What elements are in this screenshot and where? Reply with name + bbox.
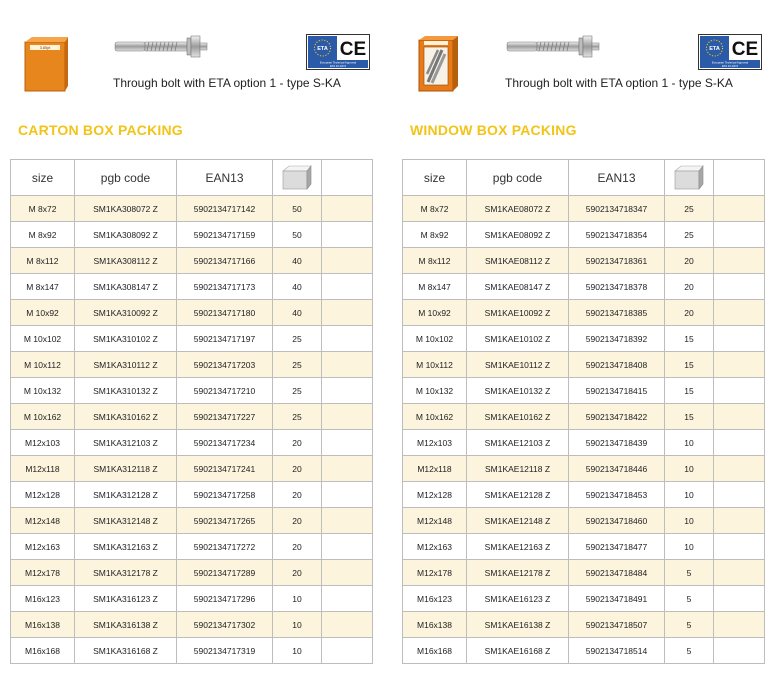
size-cell: M 10x112 [403, 352, 467, 378]
size-cell: M16x138 [403, 612, 467, 638]
empty-cell [322, 638, 373, 664]
code-cell: SM1KAE16138 Z [467, 612, 569, 638]
ean-cell: 5902134717302 [177, 612, 273, 638]
code-cell: SM1KAE12178 Z [467, 560, 569, 586]
ean-cell: 5902134717159 [177, 222, 273, 248]
code-cell: SM1KAE12118 Z [467, 456, 569, 482]
carton-box-icon [24, 36, 68, 92]
code-cell: SM1KA316138 Z [75, 612, 177, 638]
size-cell: M12x118 [11, 456, 75, 482]
size-cell: M 10x112 [11, 352, 75, 378]
quantity-cell: 20 [273, 560, 322, 586]
ean-cell: 5902134717296 [177, 586, 273, 612]
quantity-cell: 20 [273, 508, 322, 534]
quantity-cell: 25 [665, 196, 714, 222]
code-cell: SM1KAE10132 Z [467, 378, 569, 404]
box-label-text: 3.85pt [39, 46, 51, 50]
empty-cell [322, 586, 373, 612]
ean-cell: 5902134717265 [177, 508, 273, 534]
table-row [403, 222, 765, 248]
section-title: CARTON BOX PACKING [18, 122, 183, 138]
empty-cell [714, 196, 765, 222]
ean-cell: 5902134718453 [569, 482, 665, 508]
ean-cell: 5902134718477 [569, 534, 665, 560]
code-cell: SM1KAE08092 Z [467, 222, 569, 248]
ean-cell: 5902134718361 [569, 248, 665, 274]
code-cell: SM1KA310092 Z [75, 300, 177, 326]
table-row [11, 196, 373, 222]
table-row [403, 352, 765, 378]
carton-packing-table [10, 159, 373, 664]
size-cell: M 8x147 [403, 274, 467, 300]
quantity-cell: 15 [665, 352, 714, 378]
size-cell: M12x163 [11, 534, 75, 560]
size-cell: M12x178 [403, 560, 467, 586]
ean-header: EAN13 [177, 160, 273, 196]
table-row [11, 430, 373, 456]
empty-cell [322, 352, 373, 378]
size-header: size [11, 160, 75, 196]
ean-cell: 5902134718460 [569, 508, 665, 534]
quantity-cell: 40 [273, 300, 322, 326]
size-cell: M 10x92 [403, 300, 467, 326]
ean-cell: 5902134718422 [569, 404, 665, 430]
empty-cell [322, 560, 373, 586]
code-cell: SM1KAE12163 Z [467, 534, 569, 560]
code-cell: SM1KA310132 Z [75, 378, 177, 404]
quantity-cell: 15 [665, 404, 714, 430]
empty-cell [322, 430, 373, 456]
quantity-cell: 50 [273, 196, 322, 222]
empty-cell [322, 404, 373, 430]
ean-cell: 5902134717210 [177, 378, 273, 404]
eta-ce-badge [698, 34, 762, 70]
empty-cell [714, 586, 765, 612]
carton-box-panel [10, 0, 382, 679]
table-row [403, 482, 765, 508]
empty-cell [322, 482, 373, 508]
size-cell: M16x168 [11, 638, 75, 664]
table-row [403, 326, 765, 352]
quantity-cell: 20 [665, 248, 714, 274]
table-row [11, 248, 373, 274]
ean-cell: 5902134718415 [569, 378, 665, 404]
ean-cell: 5902134718347 [569, 196, 665, 222]
empty-cell [714, 378, 765, 404]
table-row [11, 534, 373, 560]
empty-cell [322, 222, 373, 248]
size-header: size [403, 160, 467, 196]
table-row [11, 222, 373, 248]
section-title: WINDOW BOX PACKING [410, 122, 577, 138]
table-row [11, 300, 373, 326]
ean-cell: 5902134717227 [177, 404, 273, 430]
code-cell: SM1KA310102 Z [75, 326, 177, 352]
quantity-cell: 25 [665, 222, 714, 248]
ean-cell: 5902134717173 [177, 274, 273, 300]
code-cell: SM1KAE10102 Z [467, 326, 569, 352]
size-cell: M 10x102 [11, 326, 75, 352]
box-quantity-icon [281, 165, 313, 191]
empty-cell [714, 612, 765, 638]
table-row [11, 378, 373, 404]
code-cell: SM1KA308112 Z [75, 248, 177, 274]
quantity-cell: 20 [273, 534, 322, 560]
quantity-header [273, 160, 322, 196]
size-cell: M12x128 [11, 482, 75, 508]
ean-cell: 5902134717197 [177, 326, 273, 352]
table-row [403, 534, 765, 560]
table-row [11, 586, 373, 612]
eta-text: ETA [709, 46, 720, 52]
ean-cell: 5902134718408 [569, 352, 665, 378]
quantity-cell: 20 [273, 430, 322, 456]
size-cell: M 10x162 [403, 404, 467, 430]
code-cell: SM1KA312148 Z [75, 508, 177, 534]
product-caption: Through bolt with ETA option 1 - type S-KA [505, 76, 733, 90]
size-cell: M12x163 [403, 534, 467, 560]
quantity-cell: 10 [665, 430, 714, 456]
ce-mark-text: CE [339, 39, 367, 60]
size-cell: M 10x132 [403, 378, 467, 404]
table-row [403, 378, 765, 404]
size-cell: M16x123 [403, 586, 467, 612]
size-cell: M12x118 [403, 456, 467, 482]
quantity-cell: 25 [273, 404, 322, 430]
empty-cell [714, 274, 765, 300]
window-box-icon [416, 36, 460, 92]
empty-cell [322, 378, 373, 404]
code-cell: SM1KAE08147 Z [467, 274, 569, 300]
code-cell: SM1KAE12128 Z [467, 482, 569, 508]
table-row [11, 482, 373, 508]
table-row [11, 612, 373, 638]
through-bolt-icon [505, 33, 601, 59]
quantity-cell: 25 [273, 378, 322, 404]
eta-ce-badge [306, 34, 370, 70]
ean-cell: 5902134718439 [569, 430, 665, 456]
size-cell: M 8x92 [11, 222, 75, 248]
empty-cell [714, 404, 765, 430]
code-cell: SM1KA312118 Z [75, 456, 177, 482]
size-cell: M 8x92 [403, 222, 467, 248]
size-cell: M 8x72 [403, 196, 467, 222]
size-cell: M 8x112 [11, 248, 75, 274]
ean-cell: 5902134717166 [177, 248, 273, 274]
quantity-cell: 25 [273, 326, 322, 352]
table-row [403, 560, 765, 586]
empty-cell [714, 560, 765, 586]
ean-header: EAN13 [569, 160, 665, 196]
empty-cell [714, 638, 765, 664]
ean-cell: 5902134718354 [569, 222, 665, 248]
eta-line1-text: European Technical Approval [319, 60, 357, 65]
empty-cell [714, 508, 765, 534]
table-row [11, 638, 373, 664]
empty-cell [714, 352, 765, 378]
empty-cell [714, 482, 765, 508]
size-cell: M16x168 [403, 638, 467, 664]
size-cell: M16x123 [11, 586, 75, 612]
code-cell: SM1KA310112 Z [75, 352, 177, 378]
eta-text: ETA [317, 46, 328, 52]
eta-line2-text: ETA 10-0472 [329, 64, 347, 68]
table-row [11, 404, 373, 430]
ean-cell: 5902134718392 [569, 326, 665, 352]
table-row [11, 508, 373, 534]
quantity-cell: 20 [665, 274, 714, 300]
table-row [403, 612, 765, 638]
ean-cell: 5902134717258 [177, 482, 273, 508]
empty-cell [714, 248, 765, 274]
empty-cell [322, 534, 373, 560]
code-cell: SM1KAE16168 Z [467, 638, 569, 664]
table-row [403, 404, 765, 430]
table-row [403, 508, 765, 534]
ean-cell: 5902134717241 [177, 456, 273, 482]
size-cell: M12x103 [11, 430, 75, 456]
table-row [403, 274, 765, 300]
code-cell: SM1KA312163 Z [75, 534, 177, 560]
table-row [403, 586, 765, 612]
table-row [403, 196, 765, 222]
size-cell: M 10x132 [11, 378, 75, 404]
code-cell: SM1KA308147 Z [75, 274, 177, 300]
table-row [11, 560, 373, 586]
eta-line2-text: ETA 10-0472 [721, 64, 739, 68]
through-bolt-icon [113, 33, 209, 59]
size-cell: M 8x72 [11, 196, 75, 222]
empty-cell [714, 222, 765, 248]
code-cell: SM1KA312178 Z [75, 560, 177, 586]
table-header-row [403, 160, 765, 196]
ean-cell: 5902134717272 [177, 534, 273, 560]
ean-cell: 5902134717142 [177, 196, 273, 222]
empty-cell [322, 456, 373, 482]
ce-mark-text: CE [731, 39, 759, 60]
quantity-cell: 15 [665, 326, 714, 352]
size-cell: M 10x92 [11, 300, 75, 326]
ean-cell: 5902134717180 [177, 300, 273, 326]
empty-cell [322, 508, 373, 534]
table-row [403, 430, 765, 456]
quantity-cell: 5 [665, 560, 714, 586]
ean-cell: 5902134717319 [177, 638, 273, 664]
code-header: pgb code [467, 160, 569, 196]
table-header-row [11, 160, 373, 196]
table-row [11, 326, 373, 352]
ean-cell: 5902134718484 [569, 560, 665, 586]
ean-cell: 5902134718491 [569, 586, 665, 612]
size-cell: M16x138 [11, 612, 75, 638]
table-row [11, 274, 373, 300]
size-cell: M12x128 [403, 482, 467, 508]
table-row [403, 248, 765, 274]
ean-cell: 5902134718507 [569, 612, 665, 638]
ean-cell: 5902134717234 [177, 430, 273, 456]
empty-header [322, 160, 373, 196]
quantity-cell: 15 [665, 378, 714, 404]
table-row [11, 352, 373, 378]
ean-cell: 5902134717289 [177, 560, 273, 586]
size-cell: M 8x112 [403, 248, 467, 274]
quantity-cell: 40 [273, 274, 322, 300]
ean-cell: 5902134718446 [569, 456, 665, 482]
product-caption: Through bolt with ETA option 1 - type S-KA [113, 76, 341, 90]
empty-cell [322, 196, 373, 222]
quantity-cell: 10 [273, 612, 322, 638]
code-cell: SM1KA308092 Z [75, 222, 177, 248]
empty-cell [322, 300, 373, 326]
empty-cell [714, 326, 765, 352]
table-row [403, 300, 765, 326]
empty-cell [322, 248, 373, 274]
size-cell: M 10x102 [403, 326, 467, 352]
code-cell: SM1KAE12148 Z [467, 508, 569, 534]
code-cell: SM1KA312103 Z [75, 430, 177, 456]
quantity-cell: 5 [665, 638, 714, 664]
quantity-cell: 10 [665, 508, 714, 534]
ean-cell: 5902134718378 [569, 274, 665, 300]
size-cell: M12x148 [11, 508, 75, 534]
quantity-cell: 20 [665, 300, 714, 326]
quantity-cell: 20 [273, 482, 322, 508]
code-cell: SM1KA312128 Z [75, 482, 177, 508]
code-header: pgb code [75, 160, 177, 196]
quantity-cell: 40 [273, 248, 322, 274]
code-cell: SM1KA316168 Z [75, 638, 177, 664]
size-cell: M 8x147 [11, 274, 75, 300]
code-cell: SM1KAE08072 Z [467, 196, 569, 222]
box-quantity-icon [673, 165, 705, 191]
quantity-cell: 10 [273, 586, 322, 612]
ean-cell: 5902134718385 [569, 300, 665, 326]
table-row [11, 456, 373, 482]
code-cell: SM1KAE12103 Z [467, 430, 569, 456]
quantity-cell: 5 [665, 586, 714, 612]
size-cell: M12x148 [403, 508, 467, 534]
empty-cell [322, 612, 373, 638]
window-packing-table [402, 159, 765, 664]
size-cell: M 10x162 [11, 404, 75, 430]
code-cell: SM1KAE10092 Z [467, 300, 569, 326]
table-row [403, 638, 765, 664]
quantity-cell: 10 [665, 456, 714, 482]
ean-cell: 5902134718514 [569, 638, 665, 664]
quantity-header [665, 160, 714, 196]
empty-cell [714, 430, 765, 456]
code-cell: SM1KA316123 Z [75, 586, 177, 612]
ean-cell: 5902134717203 [177, 352, 273, 378]
quantity-cell: 10 [273, 638, 322, 664]
quantity-cell: 25 [273, 352, 322, 378]
size-cell: M12x178 [11, 560, 75, 586]
code-cell: SM1KAE10112 Z [467, 352, 569, 378]
quantity-cell: 20 [273, 456, 322, 482]
empty-cell [714, 300, 765, 326]
quantity-cell: 50 [273, 222, 322, 248]
size-cell: M12x103 [403, 430, 467, 456]
empty-cell [322, 274, 373, 300]
code-cell: SM1KA308072 Z [75, 196, 177, 222]
quantity-cell: 5 [665, 612, 714, 638]
empty-cell [714, 456, 765, 482]
window-box-panel [402, 0, 774, 679]
empty-header [714, 160, 765, 196]
table-row [403, 456, 765, 482]
code-cell: SM1KAE08112 Z [467, 248, 569, 274]
code-cell: SM1KAE10162 Z [467, 404, 569, 430]
empty-cell [714, 534, 765, 560]
code-cell: SM1KA310162 Z [75, 404, 177, 430]
code-cell: SM1KAE16123 Z [467, 586, 569, 612]
empty-cell [322, 326, 373, 352]
quantity-cell: 10 [665, 482, 714, 508]
eta-line1-text: European Technical Approval [711, 60, 749, 65]
quantity-cell: 10 [665, 534, 714, 560]
